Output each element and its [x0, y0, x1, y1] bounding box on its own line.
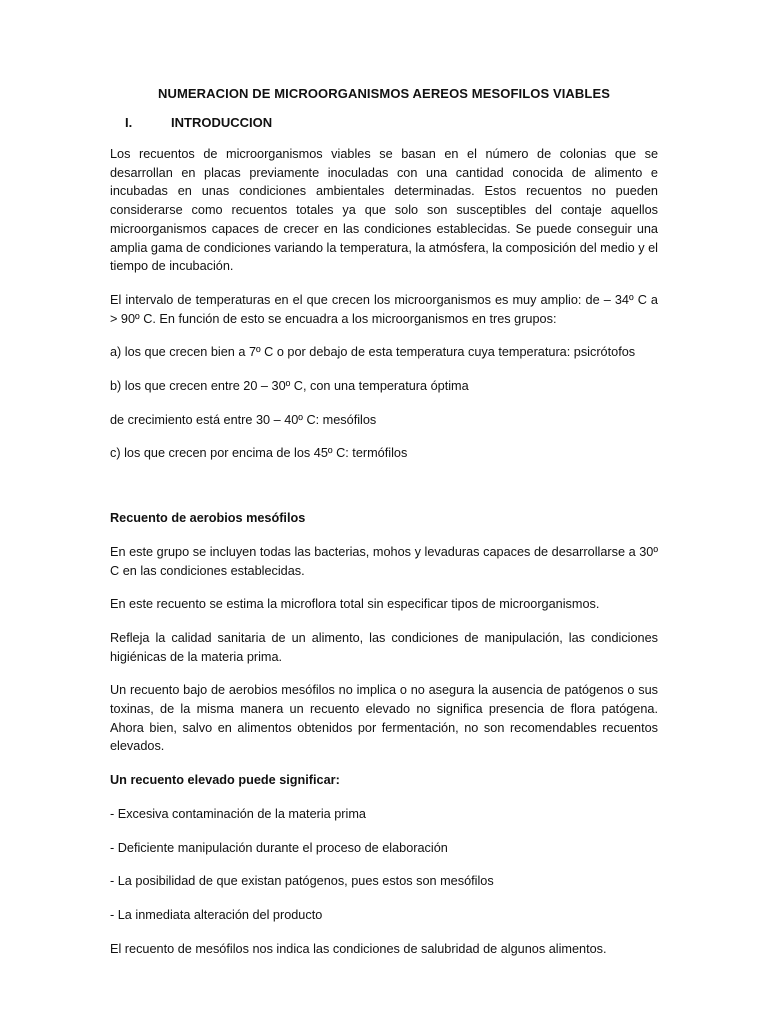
paragraph-conclusion: El recuento de mesófilos nos indica las condiciones de salubridad de algunos alimentos.: [110, 941, 607, 956]
list-item-alteration: - La inmediata alteración del producto: [110, 907, 323, 922]
paragraph-group-c: c) los que crecen por encima de los 45º C: termófilos: [110, 446, 408, 461]
paragraph-microflora: En este recuento se estima la microflora total sin especificar tipos de microorganismos.: [110, 597, 600, 612]
list-item-manipulation: - Deficiente manipulación durante el proceso de elaboración: [110, 840, 448, 855]
paragraph-group-definition: En este grupo se incluyen todas las bacterias, mohos y levaduras capaces de desarrollarse a 30º C en las condiciones establecidas.: [110, 544, 658, 578]
document-content: [110, 86, 658, 973]
list-item-contamination: - Excesiva contaminación de la materia prima: [110, 806, 366, 821]
section-spacer: [110, 478, 658, 509]
subsection-title: Recuento de aerobios mesófilos: [110, 511, 306, 526]
paragraph-group-b: b) los que crecen entre 20 – 30º C, con una temperatura óptima: [110, 379, 469, 394]
paragraph-high-count-heading: Un recuento elevado puede significar:: [110, 773, 340, 788]
section-number: I.: [125, 115, 133, 130]
section-heading: [110, 115, 658, 130]
paragraph-group-b-continued: de crecimiento está entre 30 – 40º C: mesófilos: [110, 412, 377, 427]
list-item-pathogens: - La posibilidad de que existan patógenos, pues estos son mesófilos: [110, 874, 494, 889]
paragraph-low-count: Un recuento bajo de aerobios mesófilos no implica o no asegura la ausencia de patógenos o sus toxinas, de la misma manera un recuento elevado no significa presencia de flora patógena. Ahora bien, salvo en alimentos obtenidos por fermentación, no son recomendables recuentos elevados.: [110, 683, 658, 754]
section-title: INTRODUCCION: [171, 115, 273, 130]
paragraph-group-a: a) los que crecen bien a 7º C o por debajo de esta temperatura cuya temperatura: psicrótofos: [110, 345, 636, 360]
paragraph-intro: Los recuentos de microorganismos viables se basan en el número de colonias que se desarrollan en placas previamente inoculadas con una cantidad conocida de alimento e incubadas en unas condiciones ambientales determinadas. Estos recuentos no pueden considerarse como recuentos totales ya que solo son susceptibles del contaje aquellos microorganismos capaces de crecer en las condiciones establecidas. Se puede conseguir una amplia gama de condiciones variando la temperatura, la atmósfera, la composición del medio y el tiempo de incubación.: [110, 147, 658, 274]
paragraph-quality: Refleja la calidad sanitaria de un alimento, las condiciones de manipulación, las condiciones higiénicas de la materia prima.: [110, 630, 658, 664]
document-title: NUMERACION DE MICROORGANISMOS AEREOS MESOFILOS VIABLES: [157, 86, 610, 101]
paragraph-temperature-range: El intervalo de temperaturas en el que crecen los microorganismos es muy amplio: de – 34º C a > 90º C. En función de esto se encuadra a los microorganismos en tres grupos:: [110, 292, 658, 326]
